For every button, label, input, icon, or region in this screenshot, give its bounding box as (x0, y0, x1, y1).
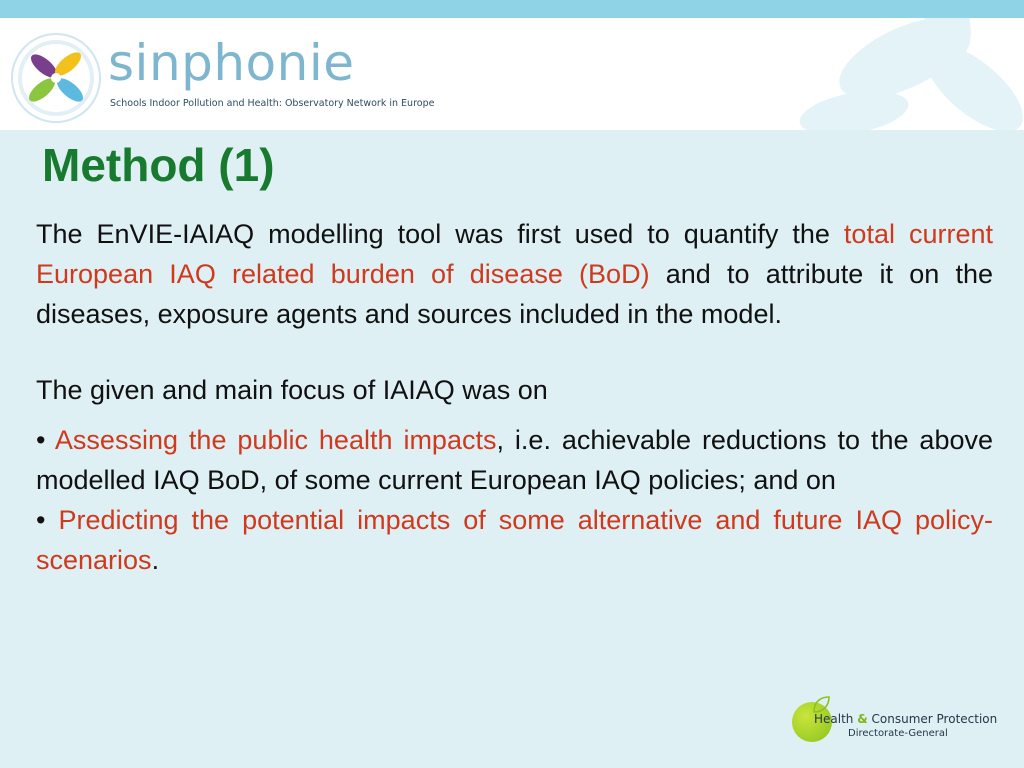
bullet-text-predicting: . (151, 545, 160, 575)
footer-consumer-protection-text: Consumer Protection (871, 712, 998, 726)
footer-directorate: Directorate-General (848, 728, 948, 739)
top-color-strip (0, 0, 1024, 18)
bullet-item-predicting (36, 500, 993, 580)
intro-text-1: The EnVIE-IAIAQ modelling tool was first used to quantify the (36, 219, 844, 249)
footer-health-text: Health (814, 712, 854, 726)
brand-tagline: Schools Indoor Pollution and Health: Observatory Network in Europe (110, 98, 435, 109)
footer-org-name (814, 712, 997, 726)
footer-ampersand: & (857, 712, 868, 726)
paragraph-intro (36, 214, 993, 334)
paragraph-focus: The given and main focus of IAIAQ was on (36, 375, 548, 405)
slide-body (36, 214, 993, 580)
intro-highlight: total current European IAQ related burden of disease (BoD) (36, 219, 993, 289)
intro-text-2: and to attribute it on the diseases, exposure agents and sources included in the model. (36, 259, 993, 329)
bullet-item-assessing (36, 420, 993, 500)
sinphonie-logo-icon (10, 32, 102, 124)
decorative-swirl-graphic (704, 18, 1024, 130)
slide-header (0, 18, 1024, 130)
brand-name: sinphonie (108, 34, 355, 92)
bullet-highlight-assessing: Assessing the public health impacts (54, 425, 497, 455)
health-consumer-protection-logo (792, 694, 998, 748)
bullet-text-assessing: , i.e. achievable reductions to the above modelled IAQ BoD, of some current European IAQ policies; and on (36, 425, 993, 495)
bullet-highlight-predicting: Predicting the potential impacts of some alternative and future IAQ policy-scenarios (36, 505, 993, 575)
slide-title: Method (1) (42, 139, 275, 191)
bullet-marker: • (36, 505, 46, 535)
bullet-marker: • (36, 425, 46, 455)
